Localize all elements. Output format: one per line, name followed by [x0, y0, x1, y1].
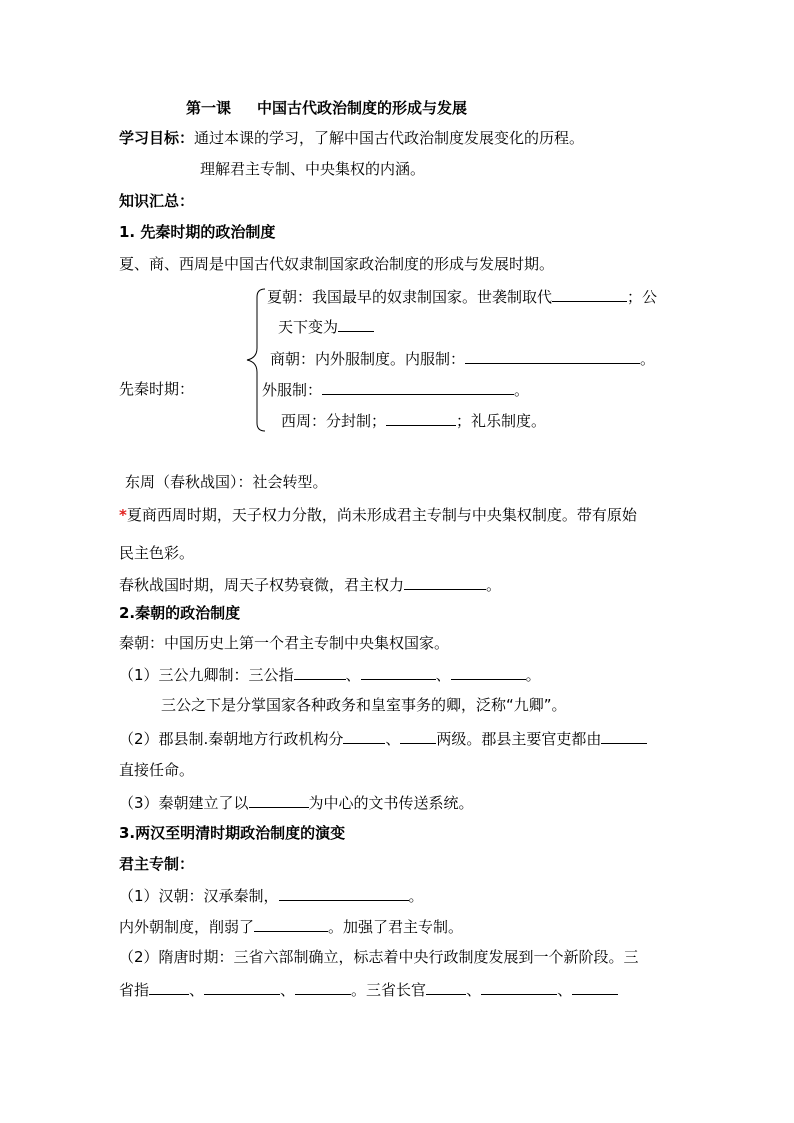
fill-blank[interactable]: [322, 379, 514, 395]
chunqiu-line: [119, 574, 501, 595]
waifu-end: 。: [514, 381, 530, 399]
xia-text-2: 天下变为: [278, 318, 339, 336]
note-2: 民主色彩。: [119, 544, 195, 562]
sangong-end: 。: [525, 666, 541, 684]
fill-blank[interactable]: [465, 348, 640, 364]
fill-blank[interactable]: [552, 286, 627, 302]
fill-blank[interactable]: [254, 916, 328, 932]
learning-goal: [119, 128, 584, 148]
section-2-intro: 秦朝：中国历史上第一个君主专制中央集权国家。: [119, 634, 450, 652]
separator: 、: [557, 981, 573, 999]
fill-blank[interactable]: [343, 728, 385, 744]
junxian-text: （2）郡县制.秦朝地方行政机构分: [119, 730, 344, 748]
fill-blank[interactable]: [426, 979, 466, 995]
xianqin-label: 先秦时期：: [119, 380, 195, 398]
fill-blank[interactable]: [601, 728, 647, 744]
note-1: [119, 505, 637, 525]
neiwaichao-text-end: 。加强了君主专制。: [328, 918, 464, 936]
xia-text: 夏朝：我国最早的奴隶制国家。世袭制取代: [267, 288, 553, 306]
separator: 、: [189, 981, 205, 999]
han-end: 。: [408, 887, 424, 905]
goal-text-2: 理解君主专制、中央集权的内涵。: [200, 160, 426, 178]
fill-blank[interactable]: [400, 728, 436, 744]
chunqiu-end: 。: [486, 576, 502, 594]
section-3-heading: 3.两汉至明清时期政治制度的演变: [119, 824, 346, 842]
wenshu-text: （3）秦朝建立了以: [119, 794, 249, 812]
section-2-heading: 2.秦朝的政治制度: [119, 604, 241, 622]
lesson-name: 中国古代政治制度的形成与发展: [257, 99, 468, 117]
fill-blank[interactable]: [572, 979, 618, 995]
lesson-number: 第一课: [186, 99, 232, 117]
monarchy-label: 君主专制：: [119, 855, 195, 873]
fill-blank[interactable]: [294, 664, 346, 680]
neiwaichao-line: [119, 916, 463, 937]
fill-blank[interactable]: [249, 792, 309, 808]
fill-blank[interactable]: [338, 316, 374, 332]
waifu-system: [262, 379, 529, 400]
xia-dynasty: [267, 286, 657, 307]
page-title: [186, 98, 467, 118]
fill-blank[interactable]: [361, 664, 436, 680]
shang-end: 。: [640, 350, 656, 368]
sansheng-text: 省指: [119, 981, 150, 999]
fill-blank[interactable]: [451, 664, 526, 680]
wenshu-line: [119, 792, 474, 813]
fill-blank[interactable]: [404, 574, 486, 590]
fill-blank[interactable]: [279, 885, 409, 901]
separator: 、: [385, 730, 401, 748]
fill-blank[interactable]: [204, 979, 280, 995]
sansheng-text-2: 。三省长官: [351, 981, 427, 999]
section-1-intro: 夏、商、西周是中国古代奴隶制国家政治制度的形成与发展时期。: [119, 255, 555, 273]
section-1-heading: 1. 先秦时期的政治制度: [119, 223, 276, 241]
separator: 、: [435, 666, 451, 684]
waifu-text: 外服制：: [262, 381, 323, 399]
shang-dynasty: [270, 348, 655, 369]
xizhou-text: 西周：分封制；: [281, 412, 387, 430]
sangong-line: [119, 664, 541, 685]
separator: 、: [280, 981, 296, 999]
xia-text-end: ；公: [627, 288, 658, 306]
neiwaichao-text: 内外朝制度，削弱了: [119, 918, 255, 936]
fill-blank[interactable]: [295, 979, 351, 995]
xizhou-text-end: ；礼乐制度。: [456, 412, 547, 430]
junxian-cont: 直接任命。: [119, 761, 195, 779]
han-line: [119, 885, 424, 906]
junxian-line: [119, 728, 647, 749]
han-text: （1）汉朝：汉承秦制，: [119, 887, 279, 905]
fill-blank[interactable]: [386, 410, 456, 426]
xia-dynasty-cont: [278, 316, 374, 337]
suitang-line: （2）隋唐时期：三省六部制确立，标志着中央行政制度发展到一个新阶段。三: [119, 948, 639, 966]
fill-blank[interactable]: [481, 979, 557, 995]
sangong-text: （1）三公九卿制：三公指: [119, 666, 294, 684]
western-zhou: [281, 410, 546, 431]
brace-bracket: [236, 286, 266, 436]
summary-label: 知识汇总：: [119, 192, 195, 210]
star-icon: *: [119, 506, 127, 524]
separator: 、: [466, 981, 482, 999]
eastern-zhou: 东周（春秋战国）：社会转型。: [125, 473, 328, 491]
goal-label: 学习目标：: [119, 129, 195, 147]
goal-text-1: 通过本课的学习，了解中国古代政治制度发展变化的历程。: [194, 129, 585, 147]
note-1-text: 夏商西周时期，天子权力分散，尚未形成君主专制与中央集权制度。带有原始: [126, 506, 637, 524]
separator: 、: [345, 666, 361, 684]
chunqiu-text: 春秋战国时期，周天子权势衰微，君主权力: [119, 576, 405, 594]
jiuqing-line: 三公之下是分掌国家各种政务和皇室事务的卿，泛称“九卿”。: [161, 696, 567, 714]
sansheng-line: [119, 979, 618, 1000]
wenshu-text-end: 为中心的文书传送系统。: [308, 794, 474, 812]
fill-blank[interactable]: [149, 979, 189, 995]
junxian-text-2: 两级。郡县主要官吏都由: [436, 730, 602, 748]
shang-text: 商朝：内外服制度。内服制：: [270, 350, 466, 368]
